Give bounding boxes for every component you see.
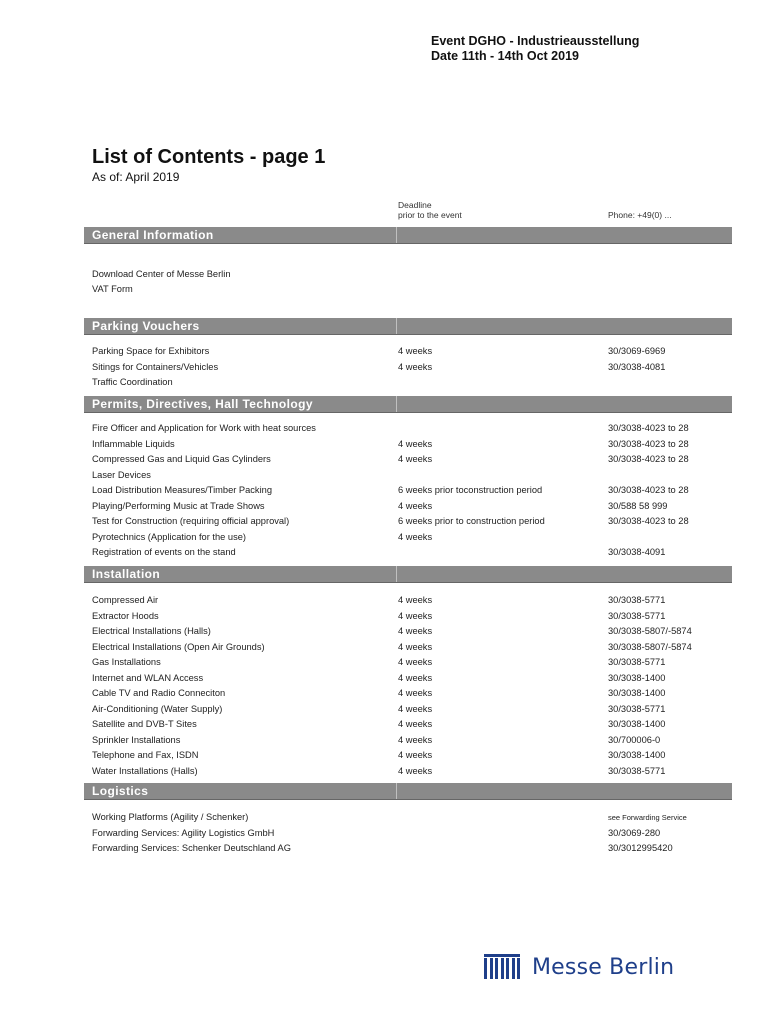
item-deadline: 4 weeks (398, 641, 433, 652)
list-item[interactable] (84, 530, 732, 546)
list-item[interactable] (84, 686, 732, 702)
list-item[interactable] (84, 655, 732, 671)
event-header (431, 34, 639, 64)
item-phone: 30/3069-280 (608, 827, 661, 838)
item-deadline: 4 weeks (398, 703, 433, 714)
list-item[interactable] (84, 764, 732, 780)
item-name[interactable]: Electrical Installations (Halls) (92, 626, 211, 636)
list-item[interactable] (84, 267, 732, 283)
section-installation (84, 566, 732, 779)
item-deadline: 4 weeks (398, 610, 433, 621)
section-title: Parking Vouchers (92, 319, 200, 333)
phone-column-header: Phone: +49(0) ... (608, 210, 672, 220)
item-phone: 30/3038-4023 to 28 (608, 454, 689, 464)
section-header (84, 783, 732, 800)
section-header (84, 227, 732, 244)
item-phone: 30/3038-4023 to 28 (608, 485, 689, 495)
item-phone: 30/3038-1400 (608, 688, 666, 698)
as-of-date: As of: April 2019 (92, 170, 180, 184)
list-item[interactable] (84, 748, 732, 764)
event-date: Date 11th - 14th Oct 2019 (431, 49, 579, 63)
list-item[interactable] (84, 344, 732, 360)
item-deadline: 4 weeks (398, 750, 433, 760)
list-item[interactable] (84, 452, 732, 468)
item-name[interactable]: Gas Installations (92, 657, 161, 667)
list-item[interactable] (84, 483, 732, 499)
item-deadline: 4 weeks (398, 438, 433, 449)
section-title: Permits, Directives, Hall Technology (92, 397, 313, 411)
item-phone: 30/3038-5807/-5874 (608, 626, 692, 636)
messe-berlin-logo (484, 954, 674, 980)
item-name[interactable]: Laser Devices (92, 469, 151, 480)
item-name[interactable]: Water Installations (Halls) (92, 765, 198, 776)
item-phone: 30/3038-4023 to 28 (608, 516, 689, 526)
messe-berlin-logo-icon (484, 954, 520, 980)
item-deadline: 4 weeks (398, 595, 433, 605)
list-item[interactable] (84, 733, 732, 749)
list-item[interactable] (84, 360, 732, 376)
list-item (84, 251, 732, 267)
item-phone: 30/3038-5771 (608, 703, 666, 714)
item-phone: see Forwarding Service (608, 813, 687, 822)
item-deadline: 4 weeks (398, 688, 433, 698)
list-item[interactable] (84, 468, 732, 484)
item-name[interactable]: Cable TV and Radio Conneciton (92, 688, 226, 698)
item-name[interactable]: Registration of events on the stand (92, 547, 236, 557)
item-name[interactable]: Pyrotechnics (Application for the use) (92, 531, 246, 542)
item-name[interactable]: Sitings for Containers/Vehicles (92, 361, 219, 372)
item-name[interactable]: Air-Conditioning (Water Supply) (92, 703, 223, 714)
section-header (84, 318, 732, 335)
item-deadline: 4 weeks (398, 657, 433, 667)
item-deadline: 4 weeks (398, 346, 433, 356)
item-deadline: 4 weeks (398, 500, 433, 511)
list-item[interactable] (84, 810, 732, 826)
item-deadline: 6 weeks prior toconstruction period (398, 485, 543, 495)
item-name[interactable]: Traffic Coordination (92, 377, 173, 387)
list-item[interactable] (84, 499, 732, 515)
item-deadline: 4 weeks (398, 672, 433, 683)
item-deadline: 4 weeks (398, 734, 433, 745)
item-name[interactable]: Forwarding Services: Agility Logistics GmbH (92, 827, 275, 838)
item-name[interactable]: Load Distribution Measures/Timber Packing (92, 485, 272, 495)
item-name[interactable]: Working Platforms (Agility / Schenker) (92, 812, 249, 822)
item-phone: 30/3038-5771 (608, 657, 666, 667)
item-name[interactable]: Test for Construction (requiring official approval) (92, 516, 290, 526)
item-name[interactable]: Satellite and DVB-T Sites (92, 719, 197, 729)
section-title: Logistics (92, 784, 149, 798)
item-phone: 30/3038-4023 to 28 (608, 423, 689, 433)
item-deadline: 4 weeks (398, 719, 433, 729)
item-phone: 30/3038-5807/-5874 (608, 641, 692, 652)
list-item[interactable] (84, 717, 732, 733)
item-phone: 30/3038-4081 (608, 361, 666, 372)
section-title: Installation (92, 567, 161, 581)
deadline-column-header (398, 200, 462, 220)
list-item[interactable] (84, 640, 732, 656)
item-phone: 30/3012995420 (608, 843, 673, 853)
item-name[interactable]: Internet and WLAN Access (92, 672, 204, 683)
item-phone: 30/3038-1400 (608, 719, 666, 729)
list-item[interactable] (84, 841, 732, 857)
list-item[interactable] (84, 624, 732, 640)
page-title: List of Contents - page 1 (92, 146, 326, 168)
item-deadline: 4 weeks (398, 531, 433, 542)
list-item[interactable] (84, 826, 732, 842)
item-name[interactable]: Forwarding Services: Schenker Deutschland AG (92, 843, 291, 853)
deadline-header-line1: Deadline (398, 200, 432, 210)
list-item[interactable] (84, 609, 732, 625)
list-item[interactable] (84, 514, 732, 530)
item-phone: 30/3038-1400 (608, 750, 666, 760)
item-phone: 30/3069-6969 (608, 346, 666, 356)
list-item[interactable] (84, 545, 732, 561)
list-item[interactable] (84, 437, 732, 453)
list-item[interactable] (84, 593, 732, 609)
item-name[interactable]: Playing/Performing Music at Trade Shows (92, 500, 265, 511)
item-phone: 30/3038-5771 (608, 610, 666, 621)
item-name[interactable]: Sprinkler Installations (92, 734, 181, 745)
item-name[interactable]: Parking Space for Exhibitors (92, 346, 210, 356)
item-phone: 30/3038-4091 (608, 547, 666, 557)
list-item[interactable] (84, 702, 732, 718)
list-item[interactable] (84, 282, 732, 298)
item-name[interactable]: Telephone and Fax, ISDN (92, 750, 199, 760)
item-name[interactable]: Compressed Air (92, 595, 159, 605)
item-name[interactable]: Electrical Installations (Open Air Grounds) (92, 641, 265, 652)
item-deadline: 4 weeks (398, 626, 433, 636)
item-name[interactable]: Inflammable Liquids (92, 438, 175, 449)
item-phone: 30/3038-1400 (608, 672, 666, 683)
section-permits-directives (84, 396, 732, 561)
item-name[interactable]: Fire Officer and Application for Work with heat sources (92, 423, 316, 433)
item-phone: 30/3038-4023 to 28 (608, 438, 689, 449)
item-phone: 30/588 58 999 (608, 500, 668, 511)
section-header (84, 566, 732, 583)
item-deadline: 6 weeks prior to construction period (398, 516, 545, 526)
item-deadline: 4 weeks (398, 765, 433, 776)
list-item[interactable] (84, 421, 732, 437)
item-name[interactable]: Download Center of Messe Berlin (92, 268, 231, 279)
logo-text: Messe Berlin (532, 954, 675, 980)
item-deadline: 4 weeks (398, 361, 433, 372)
item-deadline: 4 weeks (398, 454, 433, 464)
section-parking-vouchers (84, 318, 732, 391)
section-header (84, 396, 732, 413)
list-item[interactable] (84, 375, 732, 391)
item-phone: 30/3038-5771 (608, 595, 666, 605)
section-title: General Information (92, 228, 214, 242)
item-name[interactable]: Extractor Hoods (92, 610, 159, 621)
event-name: Event DGHO - Industrieausstellung (431, 34, 640, 48)
list-item[interactable] (84, 671, 732, 687)
item-phone: 30/3038-5771 (608, 765, 666, 776)
deadline-header-line2: prior to the event (398, 210, 462, 220)
section-general-information (84, 227, 732, 298)
section-logistics (84, 783, 732, 857)
item-phone: 30/700006-0 (608, 734, 661, 745)
item-name[interactable]: VAT Form (92, 284, 133, 294)
item-name[interactable]: Compressed Gas and Liquid Gas Cylinders (92, 454, 271, 464)
